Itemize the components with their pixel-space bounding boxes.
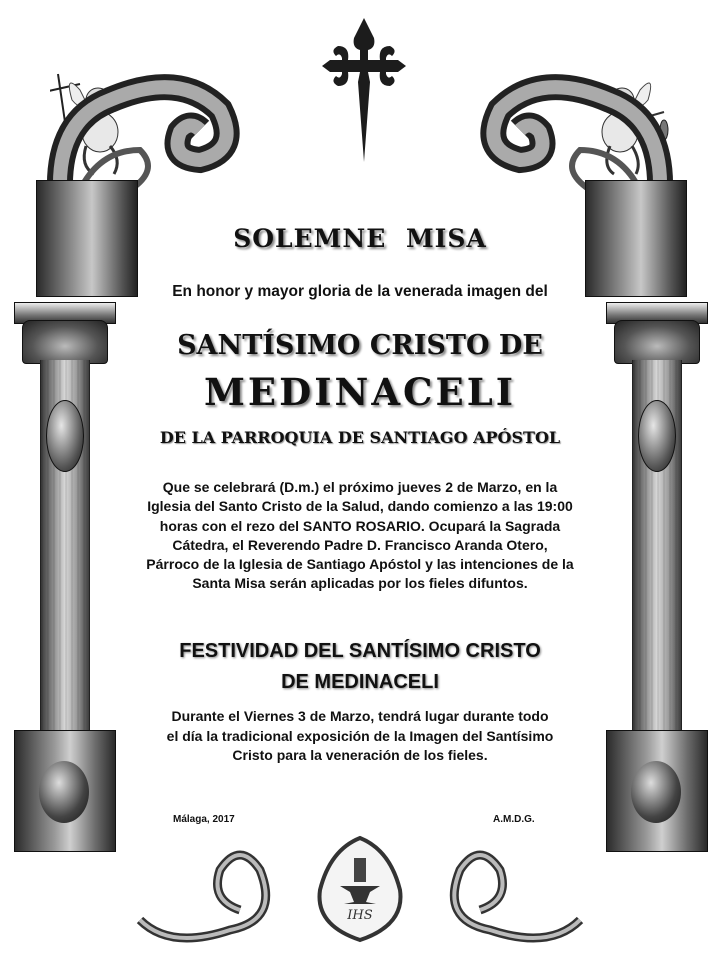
column-capital: [22, 320, 108, 364]
column-cartouche: [46, 400, 84, 472]
column-left: [20, 290, 108, 850]
ihs-monogram: IHS: [347, 908, 373, 923]
column-capital: [614, 320, 700, 364]
column-right: [612, 290, 700, 850]
bottom-ornament: [130, 830, 590, 955]
parish-name: DE LA PARROQUIA DE SANTIAGO APÓSTOL: [159, 428, 561, 447]
festivity-title: [130, 636, 590, 698]
text-line: Párroco de la Iglesia de Santiago Apóstol y las intenciones de la: [146, 556, 574, 573]
mass-description: [130, 478, 590, 594]
festivity-title-line2: DE MEDINACELI: [281, 671, 439, 693]
text-line: Cristo para la veneración de los fieles.: [232, 747, 488, 763]
place-date: Málaga, 2017: [173, 814, 235, 825]
text-line: el día la tradicional exposición de la Imagen del Santísimo: [166, 727, 554, 744]
festivity-title-line1: FESTIVIDAD DEL SANTÍSIMO CRISTO: [179, 640, 541, 662]
upper-entablature-right: [585, 180, 687, 297]
text-line: Durante el Viernes 3 de Marzo, tendrá lugar durante todo: [171, 708, 549, 724]
column-cartouche: [638, 400, 676, 472]
text-line: Que se celebrará (D.m.) el próximo jueves 2 de Marzo, en la: [162, 479, 558, 495]
poster-subtitle: En honor y mayor gloria de la venerada imagen del: [172, 283, 548, 300]
upper-entablature-left: [36, 180, 138, 297]
motto: A.M.D.G.: [493, 814, 535, 825]
poster-title: SOLEMNE MISA: [233, 224, 487, 253]
text-line: Cátedra, el Reverendo Padre D. Francisco Aranda Otero,: [172, 536, 548, 553]
festivity-description: [130, 707, 590, 766]
text-line: Iglesia del Santo Cristo de la Salud, dando comienzo a las 19:00: [147, 498, 573, 515]
column-base: [606, 730, 708, 852]
text-line: Santa Misa serán aplicadas por los fieles difuntos.: [192, 575, 528, 592]
text-line: horas con el rezo del SANTO ROSARIO. Ocupará la Sagrada: [159, 517, 561, 534]
image-name-line1: SANTÍSIMO CRISTO DE: [177, 330, 543, 361]
image-name-line2: MEDINACELI: [203, 370, 517, 414]
cross-of-santiago-icon: [318, 16, 410, 166]
column-base: [14, 730, 116, 852]
